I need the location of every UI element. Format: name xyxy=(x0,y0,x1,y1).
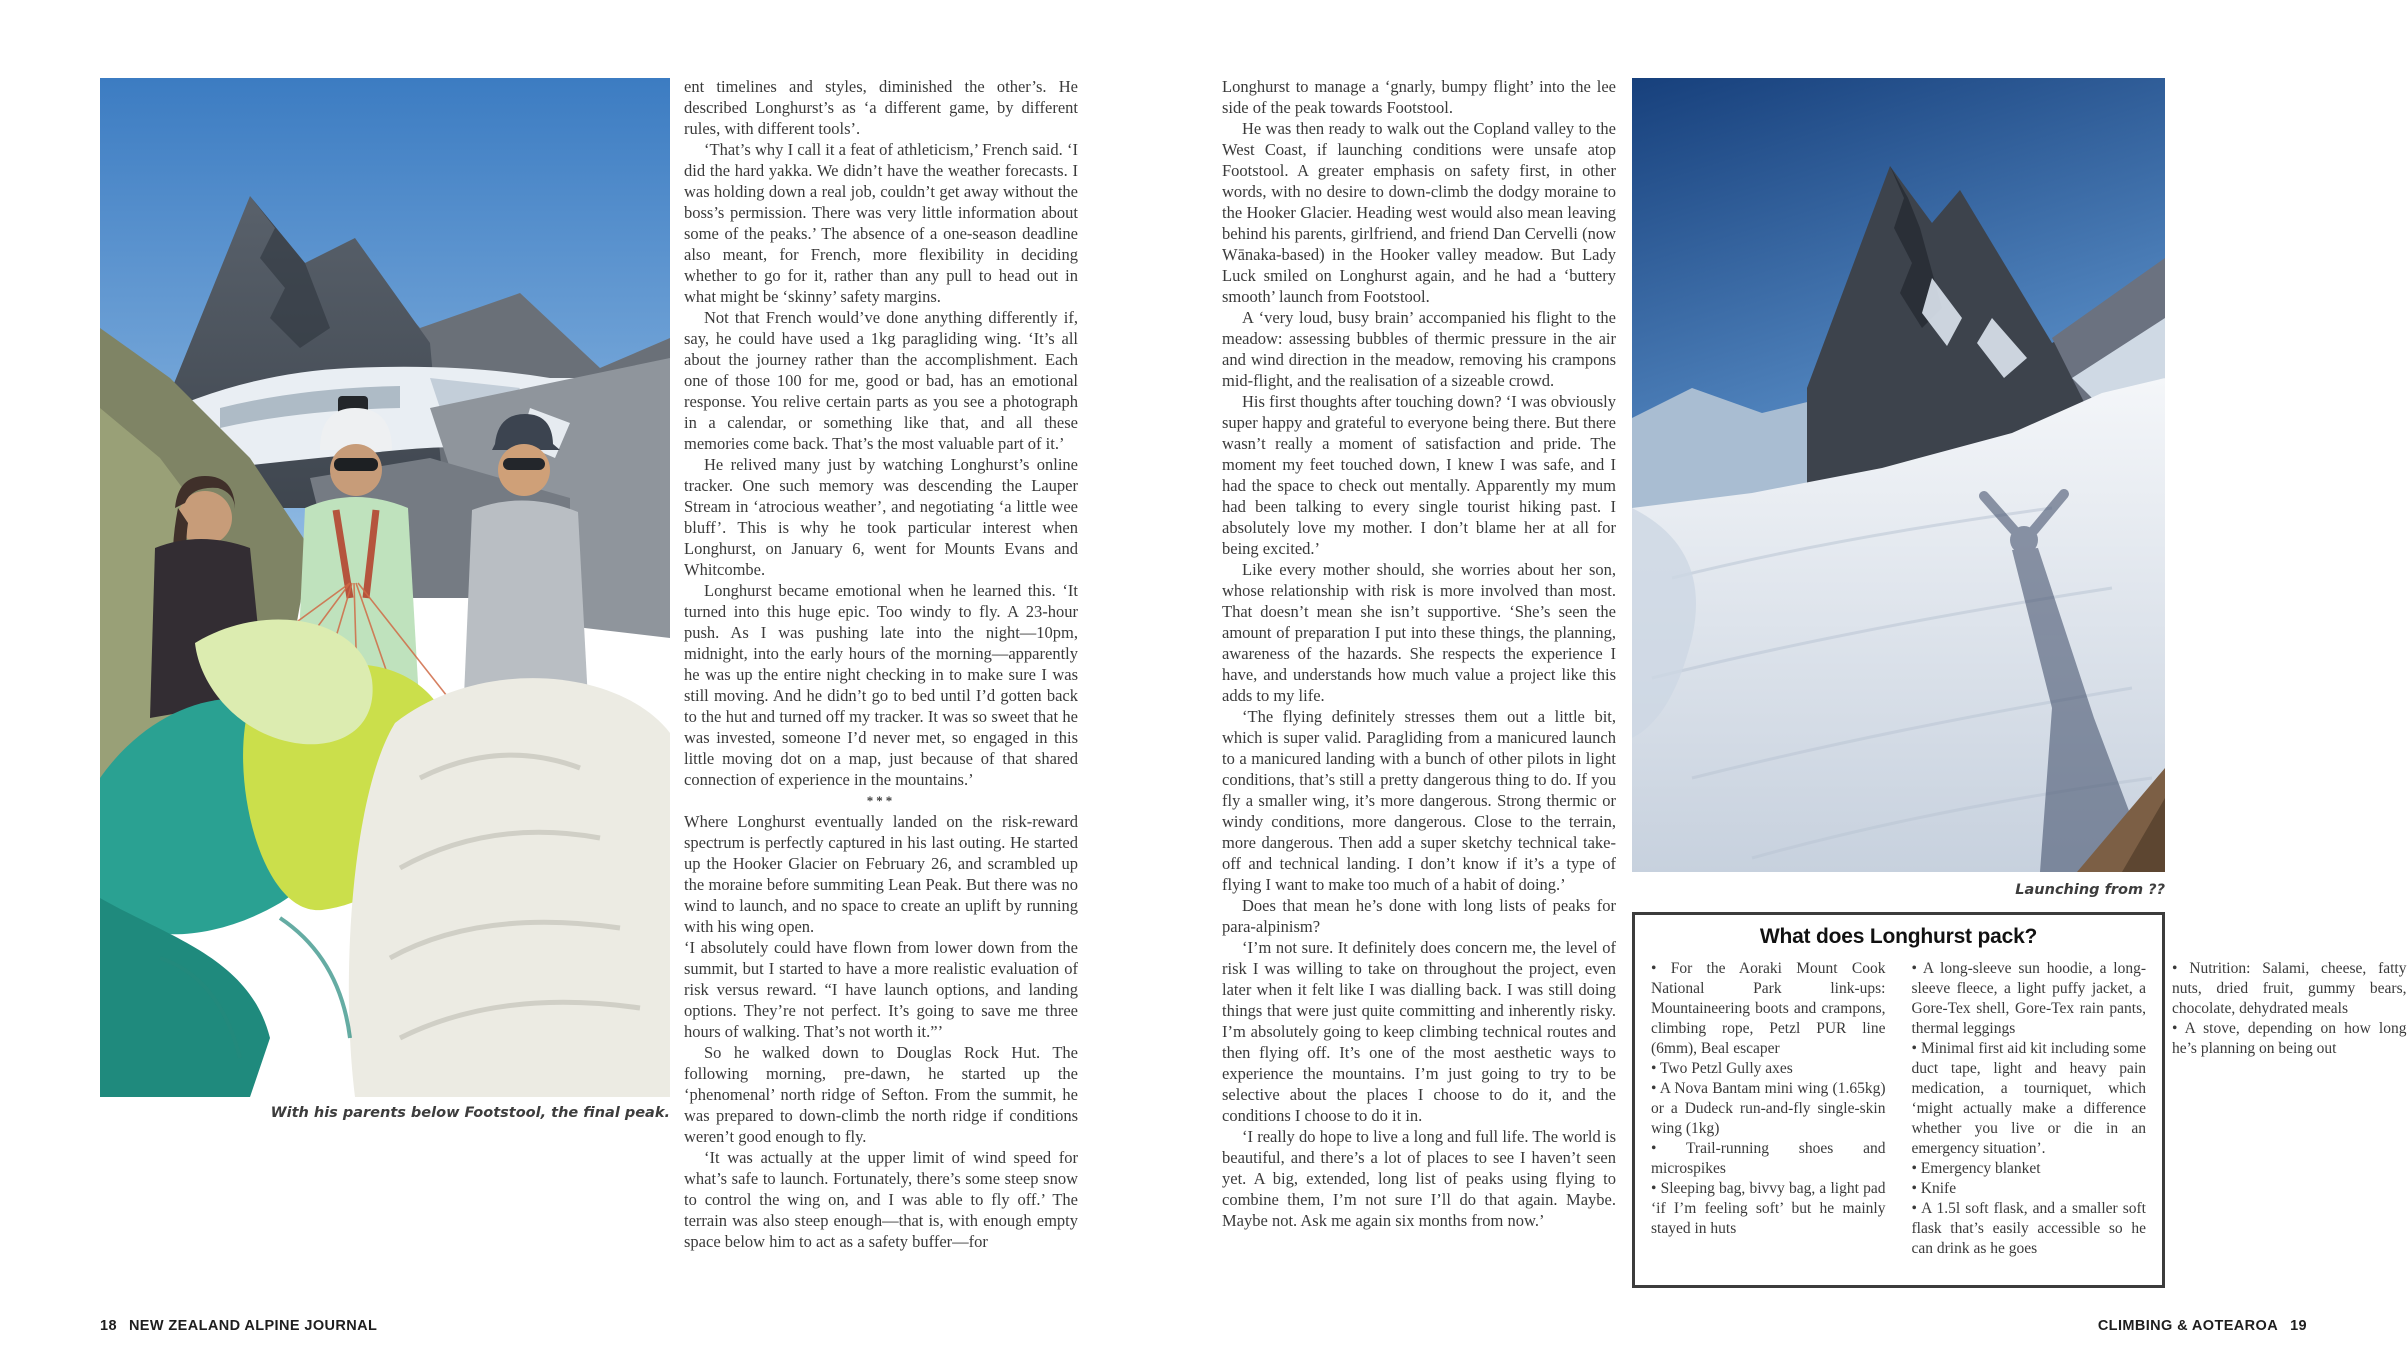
article-column-2 xyxy=(1222,76,1616,1302)
article-paragraph: ‘I absolutely could have flown from lower down from the summit, but I started to have a more realistic evaluation of risk versus reward. “I have launch options, and landing options. They’re not perfect. It’s going to save me three hours of walking. That’s not worth it.”’ xyxy=(684,938,1078,1041)
footer-left xyxy=(100,1318,377,1334)
article-paragraph: ‘It was actually at the upper limit of wind speed for what’s safe to launch. Fortunately, there’s some steep snow to control the wing on, and I was able to fly off.’ The terrain was also steep enough—that is, with enough empty space below him to act as a safety buffer—for xyxy=(684,1148,1078,1251)
pack-list-item: • A 1.5l soft flask, and a smaller soft flask that’s easily accessible so he can drink as he goes xyxy=(1911,1200,2146,1257)
journal-name: NEW ZEALAND ALPINE JOURNAL xyxy=(128,1318,378,1334)
pack-list-item: • For the Aoraki Mount Cook National Park link-ups: Mountaineering boots and crampons, climbing rope, Petzl PUR line (6mm), Beal escaper xyxy=(1651,960,1886,1057)
pack-list xyxy=(1651,959,2407,1265)
pack-list-item: • Emergency blanket xyxy=(1911,1160,2041,1177)
article-paragraph: He relived many just by watching Longhurst’s online tracker. One such memory was descending the Lauper Stream in ‘atrocious weather’, and negotiating ‘a little wee bluff’. This is why he took particular interest when Longhurst, on January 6, went for Mounts Evans and Whitcombe. xyxy=(684,455,1078,579)
pack-list-item: • Two Petzl Gully axes xyxy=(1651,1060,1793,1077)
article-paragraph: Like every mother should, she worries about her son, whose relationship with risk is more involved than most. That doesn’t mean she isn’t supportive. ‘She’s seen the amount of preparation I put into these things, the planning, awareness of the hazards. She respects the experience I have, and understands how much value a project like this adds to my life. xyxy=(1222,560,1616,705)
snow-slope-shadow-photo-art xyxy=(1632,78,2165,872)
right-photo-caption: Launching from ?? xyxy=(2015,882,2165,898)
article-paragraph: His first thoughts after touching down? ‘I was obviously super happy and grateful to everyone being there. But there wasn’t really a moment of satisfaction and pride. The moment my feet touched down, I knew I was safe, and I had the space to check out mentally. Apparently my mum had been talking to every single tourist hiking past. I absolutely love my mother. I don’t blame her at all for being excited.’ xyxy=(1222,392,1616,558)
pack-list-item: • Trail-running shoes and microspikes xyxy=(1651,1140,1886,1177)
article-paragraph: Longhurst to manage a ‘gnarly, bumpy flight’ into the lee side of the peak towards Footstool. xyxy=(1222,77,1616,117)
article-paragraph: ‘I really do hope to live a long and full life. The world is beautiful, and there’s a lot of places to see I haven’t seen yet. A big, extended, long list of peaks using flying to combine them, I’m not sure I’ll do that again. Maybe. Maybe not. Ask me again six months from now.’ xyxy=(1222,1127,1616,1230)
page-number-right: 19 xyxy=(2290,1318,2307,1334)
page-number-left: 18 xyxy=(100,1318,117,1334)
article-column-1 xyxy=(684,76,1078,1302)
article-paragraph: Does that mean he’s done with long lists of peaks for para-alpinism? xyxy=(1222,896,1616,936)
article-paragraph: So he walked down to Douglas Rock Hut. The following morning, pre-dawn, he started up the ‘phenomenal’ north ridge of Sefton. From the summit, he was prepared to down-climb the north ridge if conditions weren’t good enough to fly. xyxy=(684,1043,1078,1146)
left-photo-caption: With his parents below Footstool, the final peak. xyxy=(270,1105,670,1121)
family-paraglider-photo-art xyxy=(100,78,670,1097)
pack-list-item: • A long-sleeve sun hoodie, a long-sleeve fleece, a light puffy jacket, a Gore-Tex shell, Gore-Tex rain pants, thermal leggings xyxy=(1911,960,2146,1037)
article-paragraph: ‘The flying definitely stresses them out a little bit, which is super valid. Paragliding from a manicured launch to a manicured landing with a bunch of other pilots in light conditions, that’s still a pretty dangerous thing to do. If you fly a smaller wing, it’s more dangerous. Strong thermic or windy conditions, more dangerous. Close to the terrain, more dangerous. Then add a super sketchy technical take-off and technical landing. I don’t know if it’s a type of flying I want to make too much of a habit of doing.’ xyxy=(1222,707,1616,894)
article-paragraph: Longhurst became emotional when he learned this. ‘It turned into this huge epic. Too windy to fly. A 23-hour push. As I was pushing late into the night—10pm, midnight, into the early hours of the morning—apparently he was up the entire night checking in to make sure I was still moving. And he didn’t go to bed until I’d gotten back to the hut and turned off my tracker. It was so sweet that he was invested, someone I’d never met, so engaged in this little moving dot on a map, just because of that shared connection of experience in the mountains.’ xyxy=(684,581,1078,789)
article-paragraph: Not that French would’ve done anything differently if, say, he could have used a 1kg paragliding wing. ‘It’s all about the journey rather than the accomplishment. Each one of those 100 for me, good or bad, has an emotional response. You relive certain parts as you see a photograph in a calendar, or something like that, and all these memories come back. That’s the most valuable part of it.’ xyxy=(684,308,1078,453)
article-paragraph: He was then ready to walk out the Copland valley to the West Coast, if launching conditions were unsafe atop Footstool. A greater emphasis on safety first, in other words, with no desire to down-climb the dodgy moraine to the Hooker Glacier. Heading west would also mean leaving behind his parents, girlfriend, and friend Dan Cervelli (now Wānaka-based) in the Hooker valley meadow. But Lady Luck smiled on Longhurst again, and he had a ‘buttery smooth’ launch from Footstool. xyxy=(1222,119,1616,306)
article-paragraph: ent timelines and styles, diminished the other’s. He described Longhurst’s as ‘a different game, by different rules, with different tools’. xyxy=(684,77,1078,138)
article-paragraph: ‘That’s why I call it a feat of athleticism,’ French said. ‘I did the hard yakka. We didn’t have the weather forecasts. I was holding down a real job, couldn’t get away without the boss’s permission. There was very little information about some of the peaks.’ The absence of a one-season deadline also meant, for French, more flexibility in deciding whether to go for it, rather than any pull to head out in what might be ‘skinny’ safety margins. xyxy=(684,140,1078,306)
pack-list-item: • Nutrition: Salami, cheese, fatty nuts, dried fruit, gummy bears, chocolate, dehydrated meals xyxy=(2172,960,2407,1017)
pack-sidebar xyxy=(1632,912,2407,1288)
section-break: *** xyxy=(866,793,896,808)
footer-right xyxy=(2098,1318,2307,1334)
snow-slope-shadow-photo xyxy=(1632,78,2165,872)
article-paragraph: A ‘very loud, busy brain’ accompanied his flight to the meadow: assessing bubbles of thermic pressure in the air and wind direction in the meadow, removing his crampons mid-flight, and the realisation of a sizeable crowd. xyxy=(1222,308,1616,390)
pack-list-item: • Minimal first aid kit including some duct tape, light and heavy pain medication, a tourniquet, which ‘might actually make a difference whether you live or die in an emergency situation’. xyxy=(1911,1040,2146,1157)
article-paragraph: Where Longhurst eventually landed on the risk-reward spectrum is perfectly captured in his last outing. He started up the Hooker Glacier on February 26, and scrambled up the moraine before summiting Lean Peak. But there was no wind to launch, and no space to create an uplift by running with his wing open. xyxy=(684,812,1078,936)
pack-list-item: • A Nova Bantam mini wing (1.65kg) or a Dudeck run-and-fly single-skin wing (1kg) xyxy=(1651,1080,1886,1137)
article-paragraph: ‘I’m not sure. It definitely does concern me, the level of risk I was willing to take on throughout the project, even later when it felt like I was dialling back. I was still doing things that were just quite committing and inherently risky. I’m absolutely going to keep climbing technical routes and then flying off. It’s one of the most aesthetic ways to experience the mountains. I’m just going to try to be selective about the places I choose to do it, and the conditions I choose to do it in. xyxy=(1222,938,1616,1125)
pack-sidebar-title: What does Longhurst pack? xyxy=(1759,925,2038,948)
pack-list-item: • Sleeping bag, bivvy bag, a light pad ‘if I’m feeling soft’ but he mainly stayed in huts xyxy=(1651,1180,1886,1237)
family-paraglider-photo xyxy=(100,78,670,1097)
pack-list-item: • A stove, depending on how long he’s planning on being out xyxy=(2172,1020,2407,1057)
pack-list-item: • Knife xyxy=(1911,1180,1957,1197)
magazine-section-name: CLIMBING & AOTEAROA xyxy=(2097,1318,2279,1334)
